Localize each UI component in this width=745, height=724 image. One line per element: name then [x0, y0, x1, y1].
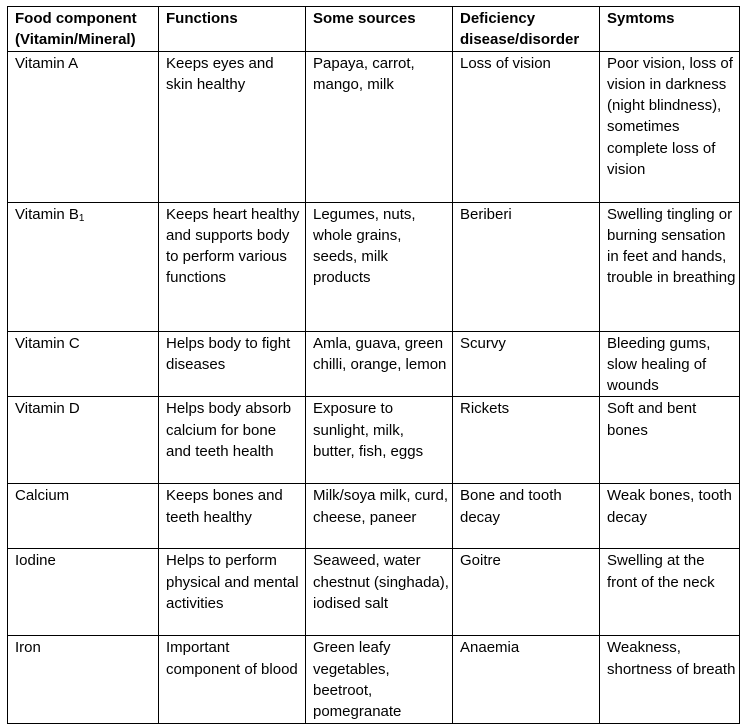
table-row: [8, 549, 740, 636]
component-subscript: 1: [78, 212, 85, 224]
component-cell: Iodine: [8, 549, 159, 636]
sources-cell: Milk/soya milk, curd, cheese, paneer: [306, 484, 453, 549]
symptoms-cell: Weak bones, tooth decay: [600, 484, 740, 549]
sources-cell: Amla, guava, green chilli, orange, lemon: [306, 331, 453, 397]
sources-cell: Papaya, carrot, mango, milk: [306, 51, 453, 202]
sources-cell: Exposure to sunlight, milk, butter, fish, eggs: [306, 397, 453, 484]
component-name: Vitamin B: [15, 205, 79, 223]
symptoms-cell: Bleeding gums, slow healing of wounds: [600, 331, 740, 397]
functions-cell: Keeps heart healthy and supports body to perform various functions: [159, 202, 306, 331]
nutrient-table: [7, 6, 740, 724]
deficiency-cell: Loss of vision: [453, 51, 600, 202]
header-row: [8, 7, 740, 52]
functions-cell: Helps body to fight diseases: [159, 331, 306, 397]
symptoms-cell: Swelling at the front of the neck: [600, 549, 740, 636]
component-cell: Calcium: [8, 484, 159, 549]
table-row: [8, 51, 740, 202]
deficiency-cell: Rickets: [453, 397, 600, 484]
component-cell: Iron: [8, 636, 159, 723]
header-deficiency: Deficiency disease/disorder: [453, 7, 600, 52]
sources-cell: Seaweed, water chestnut (singhada), iodised salt: [306, 549, 453, 636]
deficiency-cell: Beriberi: [453, 202, 600, 331]
component-cell: Vitamin A: [8, 51, 159, 202]
component-cell: [8, 202, 159, 331]
component-cell: Vitamin C: [8, 331, 159, 397]
deficiency-cell: Goitre: [453, 549, 600, 636]
deficiency-cell: Scurvy: [453, 331, 600, 397]
deficiency-cell: Anaemia: [453, 636, 600, 723]
functions-cell: Helps body absorb calcium for bone and teeth health: [159, 397, 306, 484]
header-functions: Functions: [159, 7, 306, 52]
header-some-sources: Some sources: [306, 7, 453, 52]
table-row: [8, 484, 740, 549]
sources-cell: Legumes, nuts, whole grains, seeds, milk products: [306, 202, 453, 331]
component-cell: Vitamin D: [8, 397, 159, 484]
symptoms-cell: Poor vision, loss of vision in darkness (night blindness), sometimes complete loss of vision: [600, 51, 740, 202]
functions-cell: Keeps bones and teeth healthy: [159, 484, 306, 549]
functions-cell: Keeps eyes and skin healthy: [159, 51, 306, 202]
sources-cell: Green leafy vegetables, beetroot, pomegranate: [306, 636, 453, 723]
header-symptoms: Symtoms: [600, 7, 740, 52]
table-row: [8, 397, 740, 484]
functions-cell: Important component of blood: [159, 636, 306, 723]
symptoms-cell: Soft and bent bones: [600, 397, 740, 484]
deficiency-cell: Bone and tooth decay: [453, 484, 600, 549]
functions-cell: Helps to perform physical and mental activities: [159, 549, 306, 636]
table-row: [8, 202, 740, 331]
symptoms-cell: Weakness, shortness of breath: [600, 636, 740, 723]
table-row: [8, 331, 740, 397]
symptoms-cell: Swelling tingling or burning sensation in feet and hands, trouble in breathing: [600, 202, 740, 331]
header-food-component: Food component (Vitamin/Mineral): [8, 7, 159, 52]
table-row: [8, 636, 740, 723]
